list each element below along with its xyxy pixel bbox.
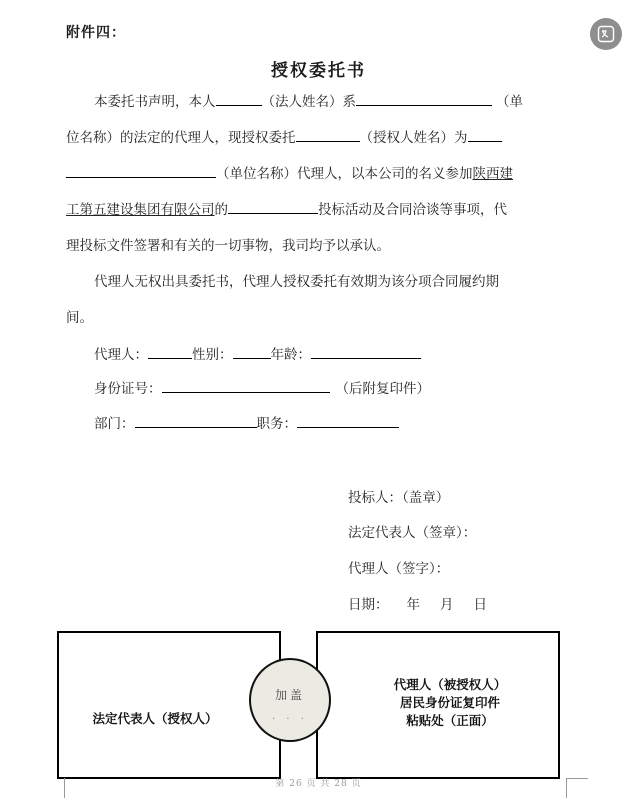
- dept-blank[interactable]: [135, 415, 257, 428]
- agent-box-line-1: 代理人（被授权人）: [393, 677, 507, 692]
- agent-sign-label: 代理人（签字）：: [348, 561, 450, 577]
- text: 的: [214, 202, 228, 218]
- para-line-3: [66, 156, 566, 192]
- translate-button[interactable]: [590, 18, 622, 50]
- id-label: 身份证号：: [94, 381, 162, 397]
- seal-dots: · · ·: [272, 714, 308, 725]
- text: （单: [496, 94, 523, 110]
- month-label: 月: [440, 597, 454, 613]
- legal-name-blank[interactable]: [216, 93, 262, 106]
- agent-info-row: [94, 343, 421, 363]
- para-line-4: [66, 192, 566, 228]
- agent-box-line-2: 居民身份证复印件: [399, 695, 500, 710]
- date-row: [348, 593, 487, 613]
- project-blank[interactable]: [228, 201, 318, 214]
- company-name-part1: 陕西建: [472, 166, 513, 182]
- text: （授权人姓名）为: [359, 130, 468, 146]
- position-label: 职务：: [256, 416, 297, 432]
- authorized-name-blank[interactable]: [296, 129, 360, 142]
- id-row: [94, 377, 430, 397]
- text: 投标活动及合同洽谈等事项，代: [318, 202, 507, 218]
- legal-rep-id-box[interactable]: [57, 631, 281, 779]
- para2-line-1: [66, 264, 566, 300]
- text: （单位名称）代理人，以本公司的名义参加: [216, 166, 473, 182]
- agent-box-label: [340, 676, 560, 730]
- unit-blank-b[interactable]: [66, 165, 216, 178]
- para-line-5: 理投标文件签署和有关的一切事物，我司均予以承认。: [66, 238, 390, 254]
- agent-box-line-3: 粘贴处（正面）: [406, 713, 494, 728]
- translate-icon: [597, 25, 615, 43]
- id-number-blank[interactable]: [162, 380, 330, 393]
- unit-blank-a[interactable]: [468, 129, 502, 142]
- legal-rep-sign-label: 法定代表人（签章）：: [348, 525, 477, 541]
- dept-label: 部门：: [94, 416, 135, 432]
- paragraph-declaration: [66, 84, 566, 264]
- text: （法人姓名）系: [261, 94, 356, 110]
- seal-text: 加盖: [274, 688, 305, 702]
- bidder-seal-label: 投标人：（盖章）: [348, 490, 450, 506]
- company-name-part2: 工第五建设集团有限公司: [66, 202, 215, 218]
- attachment-label: 附件四：: [66, 25, 126, 41]
- age-blank[interactable]: [311, 346, 421, 359]
- unit-name-blank[interactable]: [356, 93, 492, 106]
- legal-rep-box-label: 法定代表人（授权人）: [92, 711, 218, 726]
- text: 位名称）的法定的代理人，现授权委托: [66, 130, 296, 146]
- paragraph-validity: [66, 264, 566, 336]
- para-line-2: [66, 120, 566, 156]
- text: 代理人无权出具委托书，代理人授权委托有效期为该分项合同履约期: [94, 274, 499, 290]
- agent-label: 代理人：: [94, 347, 148, 363]
- gender-label: 性别：: [192, 347, 233, 363]
- document-title: 授权委托书: [271, 61, 366, 81]
- age-label: 年龄：: [270, 347, 311, 363]
- day-label: 日: [473, 597, 487, 613]
- gender-blank[interactable]: [233, 346, 271, 359]
- para-line-1: [66, 84, 566, 120]
- text: 本委托书声明，本人: [94, 94, 216, 110]
- page-footer: 第 26 页 共 28 页: [275, 779, 362, 789]
- position-blank[interactable]: [297, 415, 399, 428]
- dept-row: [94, 412, 399, 432]
- para2-line-2: 间。: [66, 310, 93, 326]
- agent-name-blank[interactable]: [148, 346, 192, 359]
- year-label: 年: [406, 597, 420, 613]
- id-hint: （后附复印件）: [335, 381, 430, 397]
- date-label: 日期：: [348, 597, 389, 613]
